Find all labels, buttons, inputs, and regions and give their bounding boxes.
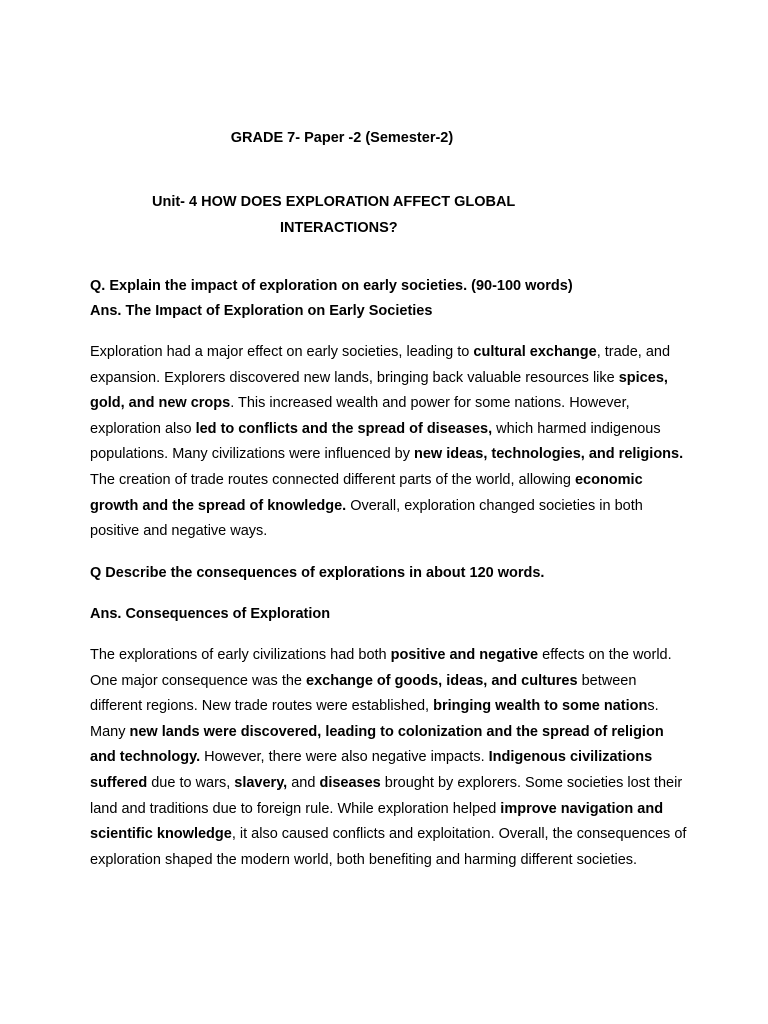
bold-text-run: slavery, xyxy=(234,774,288,791)
answer-1-heading: Ans. The Impact of Exploration on Early Societies xyxy=(90,303,433,319)
bold-text-run: bringing wealth to some nation xyxy=(433,698,648,715)
unit-title-line-2: INTERACTIONS? xyxy=(280,220,398,236)
text-run: and xyxy=(287,774,320,791)
bold-text-run: positive and negative xyxy=(390,647,539,663)
text-run: , trade, and expansion. Explorers discovered new lands, bringing back valuable resources like xyxy=(90,344,671,386)
answer-1-paragraph xyxy=(90,340,690,545)
bold-text-run: diseases xyxy=(319,774,381,791)
unit-title-line-1: Unit- 4 HOW DOES EXPLORATION AFFECT GLOBAL xyxy=(152,194,516,210)
text-run: , it also caused conflicts and exploitation. Overall, the consequences of exploration shaped the modern world, both benefiting and harming different societies. xyxy=(90,826,687,868)
bold-text-run: cultural exchange xyxy=(473,344,597,360)
bold-text-run: new ideas, technologies, and religions. xyxy=(414,446,684,463)
text-run: which harmed indigenous populations. Many civilizations were influenced by xyxy=(90,420,661,463)
grade-title: GRADE 7- Paper -2 (Semester-2) xyxy=(230,130,454,146)
text-run: due to wars, xyxy=(147,774,235,791)
text-run: brought by explorers. Some societies lost their land and traditions due to foreign rule. While exploration helped xyxy=(90,774,683,817)
text-run: Exploration had a major effect on early societies, leading to xyxy=(90,344,474,360)
text-run: . This increased wealth and power for some nations. However, exploration also xyxy=(90,395,630,437)
bold-text-run: new lands were discovered, leading to colonization and the spread of religion and technology. xyxy=(90,723,664,766)
text-run: effects on the world. One major consequence was the xyxy=(90,647,672,689)
text-run: The explorations of early civilizations had both xyxy=(90,647,391,663)
question-2: Q Describe the consequences of explorations in about 120 words. xyxy=(90,565,545,581)
bold-text-run: economic growth and the spread of knowledge. xyxy=(90,471,643,514)
question-1: Q. Explain the impact of exploration on early societies. (90-100 words) xyxy=(90,278,573,294)
answer-2-paragraph xyxy=(90,643,690,873)
unit-title xyxy=(152,189,532,241)
bold-text-run: led to conflicts and the spread of diseases, xyxy=(195,420,493,437)
text-run: between different regions. New trade routes were established, xyxy=(90,672,637,715)
text-run: s. Many xyxy=(90,698,659,740)
text-run: The creation of trade routes connected different parts of the world, allowing xyxy=(90,471,575,488)
bold-text-run: spices, gold, and new crops xyxy=(90,369,668,412)
bold-text-run: exchange of goods, ideas, and cultures xyxy=(306,672,578,689)
text-run: However, there were also negative impacts. xyxy=(200,749,489,766)
answer-2-heading: Ans. Consequences of Exploration xyxy=(90,606,331,622)
bold-text-run: Indigenous civilizations suffered xyxy=(90,749,653,791)
text-run: Overall, exploration changed societies in both positive and negative ways. xyxy=(90,497,643,540)
bold-text-run: improve navigation and scientific knowledge xyxy=(90,800,664,843)
